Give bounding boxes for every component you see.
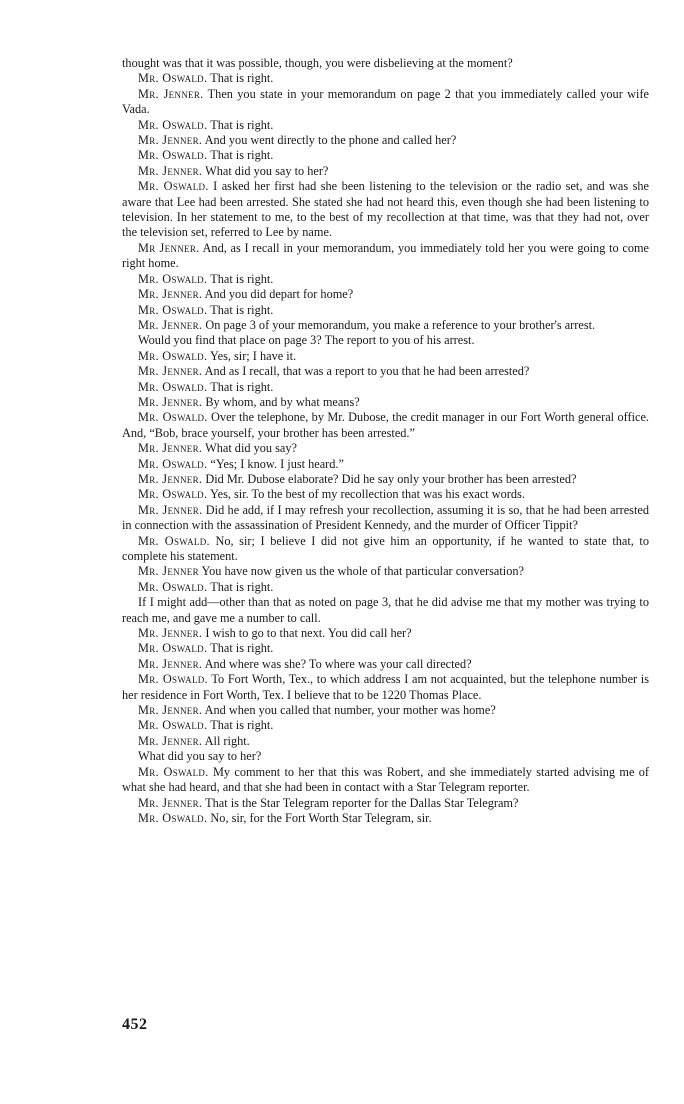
transcript-paragraph — [122, 133, 649, 148]
transcript-paragraph — [122, 457, 649, 472]
paragraph-text: Yes, sir. To the best of my recollection that was his exact words. — [207, 487, 525, 502]
paragraph-text: And you went directly to the phone and called her? — [202, 133, 457, 148]
paragraph-text: By whom, and by what means? — [202, 394, 360, 409]
paragraph-text: That is right. — [207, 718, 274, 733]
speaker-label: Mr. Oswald. — [138, 348, 208, 363]
speaker-label: Mr. Oswald. — [138, 148, 208, 163]
transcript-paragraph — [122, 503, 649, 534]
paragraph-text: That is right. — [207, 148, 274, 163]
transcript-paragraph — [122, 626, 649, 641]
speaker-label: Mr. Jenner. — [138, 626, 203, 641]
speaker-label: Mr. Oswald. — [138, 641, 208, 656]
speaker-label: Mr. Oswald. — [138, 487, 208, 502]
speaker-label: Mr. Jenner. — [138, 795, 203, 810]
transcript-paragraph — [122, 441, 649, 456]
speaker-label: Mr. Oswald. — [138, 579, 208, 594]
paragraph-text: That is right. — [207, 71, 274, 86]
speaker-label: Mr. Jenner. — [138, 163, 203, 178]
paragraph-text: Would you find that place on page 3? The report to you of his arrest. — [138, 333, 475, 348]
speaker-label: Mr. Jenner. — [138, 656, 203, 671]
speaker-label: Mr Jenner. — [138, 240, 200, 255]
paragraph-text: If I might add—other than that as noted on page 3, that he did advise me that my mother was trying to reach me, and gave me a number to call. — [122, 595, 649, 625]
transcript-body — [122, 56, 649, 826]
paragraph-text: Then you state in your memorandum on page 2 that you immediately called your wife Vada. — [122, 86, 650, 117]
transcript-paragraph — [122, 395, 649, 410]
paragraph-text: That is right. — [207, 302, 274, 317]
speaker-label: Mr. Oswald. — [138, 117, 208, 132]
paragraph-text: And as I recall, that was a report to you that he had been arrested? — [202, 364, 530, 379]
transcript-paragraph — [122, 672, 649, 703]
paragraph-text: I wish to go to that next. You did call her? — [202, 626, 412, 641]
transcript-paragraph — [122, 580, 649, 595]
transcript-paragraph — [122, 487, 649, 502]
speaker-label: Mr. Jenner. — [138, 364, 203, 379]
speaker-label: Mr. Oswald. — [138, 456, 208, 471]
transcript-paragraph — [122, 364, 649, 379]
speaker-label: Mr. Oswald. — [138, 179, 209, 194]
speaker-label: Mr. Oswald. — [138, 764, 209, 779]
paragraph-text: No, sir, for the Fort Worth Star Telegram, sir. — [207, 810, 432, 825]
speaker-label: Mr. Oswald. — [138, 672, 208, 687]
transcript-paragraph — [122, 749, 649, 764]
transcript-paragraph — [122, 595, 649, 626]
transcript-paragraph — [122, 657, 649, 672]
transcript-paragraph — [122, 410, 649, 441]
speaker-label: Mr. Jenner. — [138, 287, 203, 302]
paragraph-text: That is right. — [207, 641, 274, 656]
transcript-paragraph — [122, 703, 649, 718]
speaker-label: Mr. Jenner. — [138, 733, 203, 748]
transcript-paragraph — [122, 241, 649, 272]
speaker-label: Mr. Oswald. — [138, 379, 208, 394]
speaker-label: Mr. Jenner. — [138, 441, 203, 456]
transcript-paragraph — [122, 333, 649, 348]
paragraph-text: That is right. — [207, 379, 274, 394]
paragraph-text: That is right. — [207, 117, 274, 132]
transcript-paragraph — [122, 564, 649, 579]
speaker-label: Mr. Jenner. — [138, 703, 203, 718]
transcript-paragraph — [122, 118, 649, 133]
paragraph-text: To Fort Worth, Tex., to which address I am not acquainted, but the telephone number is her residence in Fort Worth, Tex. I believe that to be 1220 Thomas Place. — [122, 672, 649, 702]
speaker-label: Mr. Oswald. — [138, 71, 208, 86]
transcript-paragraph — [122, 179, 649, 241]
transcript-paragraph — [122, 318, 649, 333]
speaker-label: Mr. Oswald. — [138, 410, 208, 425]
paragraph-text: What did you say to her? — [202, 163, 329, 178]
transcript-paragraph — [122, 71, 649, 86]
transcript-paragraph — [122, 734, 649, 749]
paragraph-text: And, as I recall in your memorandum, you immediately told her you were going to come right home. — [122, 240, 649, 271]
speaker-label: Mr. Oswald. — [138, 271, 208, 286]
transcript-paragraph — [122, 272, 649, 287]
paragraph-text: My comment to her that this was Robert, and she immediately started advising me of what she had heard, and that she had been in contact with a Star Telegram reporter. — [122, 764, 649, 795]
transcript-paragraph — [122, 148, 649, 163]
paragraph-text: thought was that it was possible, though, you were disbelieving at the moment? — [122, 56, 513, 70]
paragraph-text: Over the telephone, by Mr. Dubose, the credit manager in our Fort Worth general office. And, “Bob, brace yourself, your brother has been arrested.” — [122, 410, 649, 440]
paragraph-text: “Yes; I know. I just heard.” — [207, 456, 344, 471]
transcript-paragraph — [122, 534, 649, 565]
speaker-label: Mr. Jenner — [138, 564, 199, 579]
speaker-label: Mr. Oswald. — [138, 533, 210, 548]
transcript-paragraph — [122, 718, 649, 733]
paragraph-text: And where was she? To where was your call directed? — [202, 656, 472, 671]
speaker-label: Mr. Jenner. — [138, 471, 203, 486]
transcript-paragraph — [122, 811, 649, 826]
transcript-paragraph — [122, 641, 649, 656]
speaker-label: Mr. Jenner. — [138, 133, 203, 148]
speaker-label: Mr. Oswald. — [138, 302, 208, 317]
speaker-label: Mr. Oswald. — [138, 718, 208, 733]
paragraph-text: I asked her first had she been listening to the television or the radio set, and was she aware that Lee had been arrested. She stated she had not heard this, even though she had been listening to television. In her statement to me, to the best of my recollection at that time, was that they had not, over the television set, referred to Lee by name. — [122, 179, 649, 240]
paragraph-text: Did he add, if I may refresh your recollection, assuming it is so, that he had been arrested in connection with the assassination of President Kennedy, and the murder of Officer Tippit? — [122, 502, 649, 533]
speaker-label: Mr. Oswald. — [138, 810, 208, 825]
speaker-label: Mr. Jenner. — [138, 86, 204, 101]
transcript-paragraph — [122, 765, 649, 796]
transcript-paragraph — [122, 164, 649, 179]
paragraph-text: On page 3 of your memorandum, you make a reference to your brother's arrest. — [202, 317, 596, 332]
paragraph-text: No, sir; I believe I did not give him an opportunity, if he wanted to state that, to complete his statement. — [122, 533, 649, 563]
transcript-paragraph — [122, 287, 649, 302]
speaker-label: Mr. Jenner. — [138, 502, 203, 517]
paragraph-text: And you did depart for home? — [202, 287, 354, 302]
paragraph-text: That is right. — [207, 271, 274, 286]
transcript-paragraph — [122, 796, 649, 811]
transcript-paragraph — [122, 472, 649, 487]
paragraph-text: All right. — [202, 733, 250, 748]
paragraph-text: That is the Star Telegram reporter for the Dallas Star Telegram? — [202, 795, 519, 810]
transcript-paragraph — [122, 87, 649, 118]
paragraph-text: You have now given us the whole of that particular conversation? — [198, 564, 524, 579]
speaker-label: Mr. Jenner. — [138, 317, 203, 332]
transcript-paragraph — [122, 349, 649, 364]
paragraph-text: Did Mr. Dubose elaborate? Did he say only your brother has been arrested? — [202, 471, 577, 486]
speaker-label: Mr. Jenner. — [138, 394, 203, 409]
paragraph-text: And when you called that number, your mother was home? — [202, 703, 496, 718]
paragraph-text: That is right. — [207, 579, 274, 594]
page-number: 452 — [122, 1016, 148, 1033]
transcript-paragraph — [122, 380, 649, 395]
paragraph-text: Yes, sir; I have it. — [207, 348, 297, 363]
paragraph-text: What did you say to her? — [138, 749, 262, 764]
transcript-paragraph — [122, 303, 649, 318]
transcript-paragraph — [122, 56, 649, 71]
paragraph-text: What did you say? — [202, 441, 297, 456]
